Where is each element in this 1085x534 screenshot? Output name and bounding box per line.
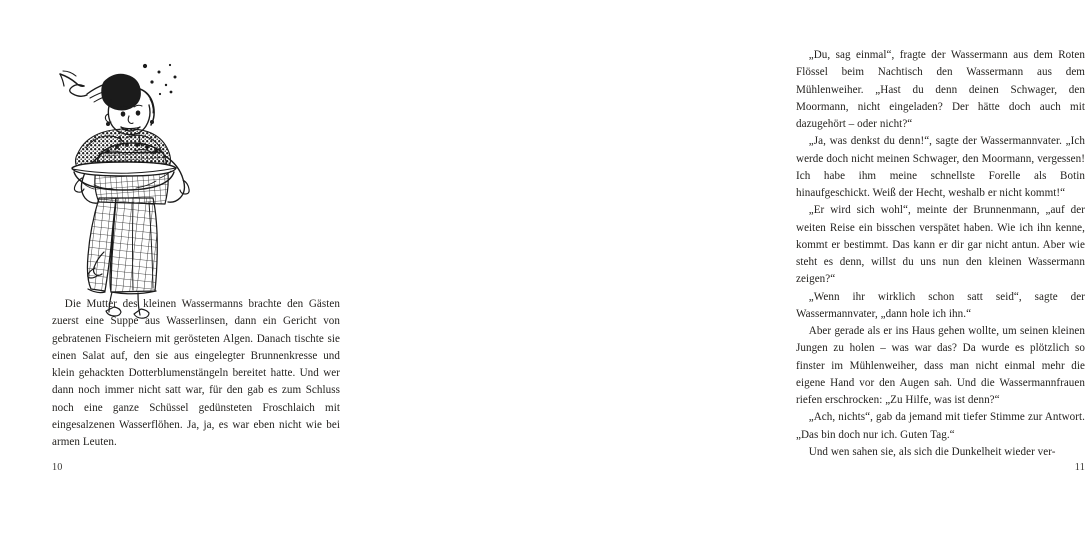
folio-left: 10	[52, 462, 63, 473]
bubbles-icon	[143, 64, 177, 95]
paragraph: „Du, sag einmal“, fragte der Wassermann aus dem Roten Flössel beim Nachtisch den Wassermann aus dem Mühlenweiher. „Hast du denn deinen Schwager, den Moormann, nicht eingeladen? Der hätte doch auch mit dazugehört – oder nicht?“	[796, 49, 1085, 130]
dress	[87, 198, 157, 294]
page-right	[375, 0, 1085, 534]
paragraph: Die Mutter des kleinen Wassermanns brachte den Gästen zuerst eine Suppe aus Wasserlinsen, dann ein Gericht von gebratenen Fischeiern mit gerösteten Algen. Danach tischte sie einen Salat auf, den sie aus eingelegter Brunnenkresse und klein gehackten Dotterblumenstängeln bereitet hatte. Und wer dann noch immer nicht satt war, für den gab es zum Schluss noch eine ganze Schüssel gedünsteten Froschlaich mit eingesalzenen Wasserflöhen. Ja, ja, es war eben nicht wie bei armen Leuten.	[52, 298, 340, 448]
right-page-body-text	[796, 47, 1085, 461]
water-woman-with-bowl-illustration	[42, 52, 227, 287]
paragraph: Aber gerade als er ins Haus gehen wollte, um seinen kleinen Jungen zu holen – was war das? Da wurde es plötzlich so finster im Mühlenweiher, dass man nicht einmal mehr die eigene Hand vor den Augen sah. Und die Wassermannfrauen riefen erschrocken: „Zu Hilfe, was ist denn?“	[796, 325, 1085, 406]
hair	[60, 71, 154, 125]
paragraph: „Ach, nichts“, gab da jemand mit tiefer Stimme zur Antwort. „Das bin doch nur ich. Guten Tag.“	[796, 411, 1085, 441]
paragraph: Und wen sahen sie, als sich die Dunkelheit wieder ver-	[808, 445, 1056, 458]
paragraph: „Wenn ihr wirklich schon satt seid“, sagte der Wassermannvater, „dann hole ich ihn.“	[796, 290, 1085, 320]
left-page-body-text	[52, 296, 340, 451]
paragraph: „Er wird sich wohl“, meinte der Brunnenmann, „auf der weiten Reise ein bisschen verspätet haben. Wie ich ihn kenne, kommt er bestimmt. Das kann er dir gar nicht antun. Aber wie steht es denn, willst du uns nun den kleinen Wassermann zeigen?“	[796, 204, 1085, 286]
folio-right: 11	[1074, 462, 1085, 473]
paragraph: „Ja, was denkst du denn!“, sagte der Wassermannvater. „Ich werde doch nicht meinen Schwager, den Moormann, vergessen! Ich habe ihm meine schnellste Forelle als Botin hinaufgeschickt. Weiß der Hecht, weshalb er nicht kommt!“	[796, 135, 1085, 199]
page-left	[0, 0, 375, 534]
